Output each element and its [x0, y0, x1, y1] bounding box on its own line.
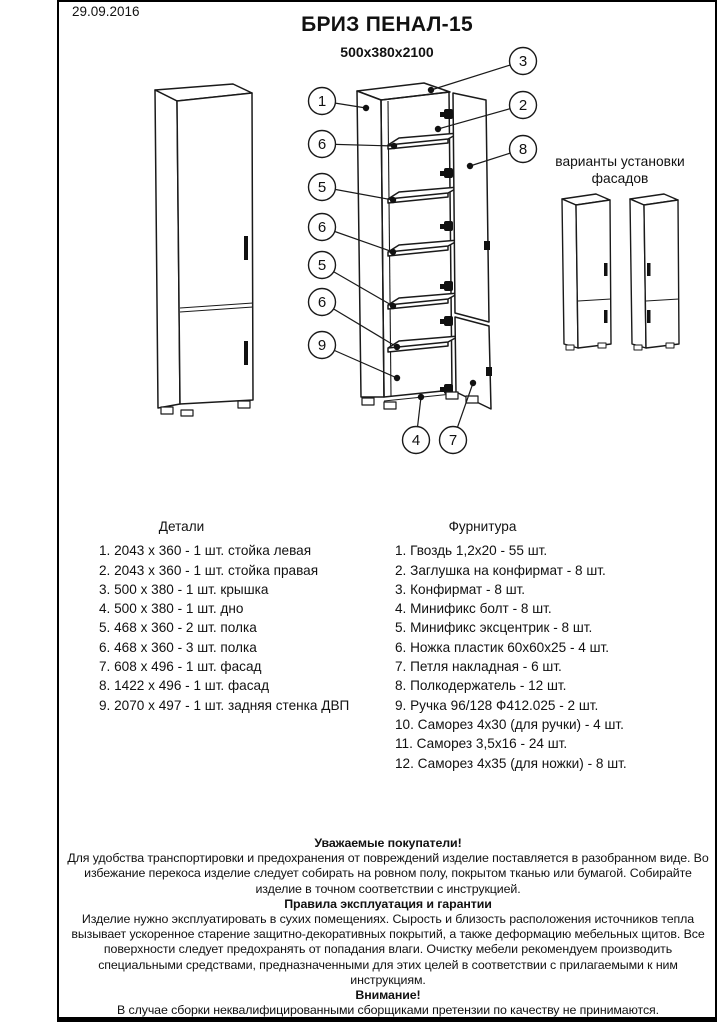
callout-bubble: [510, 136, 537, 163]
product-dimensions: 500x380x2100: [340, 44, 434, 60]
hinge-icon: [444, 316, 453, 326]
callout-bubble: [510, 48, 537, 75]
callout-bubble: [309, 174, 336, 201]
svg-text:9: 9: [317, 337, 327, 354]
cabinet-foot: [161, 407, 173, 414]
door-handle: [604, 263, 608, 276]
parts-item: 6. 468 х 360 - 3 шт. полка: [99, 639, 257, 655]
cabinet-foot: [666, 343, 674, 348]
svg-text:8: 8: [518, 141, 528, 158]
callout-bubble: [309, 88, 336, 115]
callout-bubble: [403, 427, 430, 454]
svg-text:2: 2: [518, 97, 528, 114]
callout-bubble: [309, 289, 336, 316]
hinge-icon: [444, 281, 453, 291]
facade-options-label-line1: варианты установки: [555, 154, 685, 169]
door-edge-fitting: [486, 367, 492, 376]
cabinet-foot: [566, 345, 574, 350]
hardware-item: 11. Саморез 3,5х16 - 24 шт.: [395, 736, 568, 752]
hardware-item: 5. Минификс эксцентрик - 8 шт.: [395, 620, 593, 636]
svg-text:5: 5: [317, 257, 327, 274]
notice-paragraph-care: Изделие нужно эксплуатировать в сухих помещениях. Сырость и близость расположения источников тепла вызывает ускоренное старение защитно-декоративных покрытий, а также деформацию мебельных щитов. Все поверхности следует предохранять от попадания влаги. Очистку мебели рекомендуем производить специальными средствами, предназначенными для этих целей в соответствии с прилагаемыми к ним инструкциям.: [71, 912, 705, 987]
notice-attention-title: Внимание!: [355, 988, 421, 1003]
hardware-list-heading: Фурнитура: [448, 519, 517, 534]
document-date: 29.09.2016: [72, 4, 140, 19]
callout-bubble: [309, 214, 336, 241]
hardware-item: 4. Минификс болт - 8 шт.: [395, 601, 552, 617]
cabinet-foot: [238, 401, 250, 408]
door-edge-fitting: [484, 241, 490, 250]
door-handle: [604, 310, 608, 323]
shelf: [388, 187, 459, 203]
parts-item: 3. 500 х 380 - 1 шт. крышка: [99, 581, 269, 597]
page-title: БРИЗ ПЕНАЛ-15: [301, 13, 473, 36]
hardware-item: 9. Ручка 96/128 Ф412.025 - 2 шт.: [395, 697, 599, 713]
cabinet-foot: [598, 343, 606, 348]
svg-text:4: 4: [411, 432, 421, 449]
door-handle: [244, 236, 248, 260]
facade-options-label-line2: фасадов: [591, 170, 649, 186]
svg-text:6: 6: [317, 219, 327, 236]
parts-item: 7. 608 х 496 - 1 шт. фасад: [99, 659, 262, 675]
hardware-item: 6. Ножка пластик 60х60х25 - 4 шт.: [395, 639, 609, 655]
hardware-item: 12. Саморез 4х35 (для ножки) - 8 шт.: [395, 755, 627, 771]
parts-item: 9. 2070 х 497 - 1 шт. задняя стенка ДВП: [99, 697, 350, 713]
hinge-icon: [440, 224, 444, 229]
parts-item: 4. 500 х 380 - 1 шт. дно: [99, 601, 244, 617]
svg-text:6: 6: [317, 136, 327, 153]
hardware-item: 2. Заглушка на конфирмат - 8 шт.: [395, 562, 606, 578]
callout-bubble: [309, 252, 336, 279]
facade-option-right-drawing: [630, 194, 679, 350]
shelf: [388, 293, 459, 309]
hinge-icon: [440, 171, 444, 176]
hardware-item: 8. Полкодержатель - 12 шт.: [395, 678, 567, 694]
notice-rules-title: Правила эксплуатация и гарантии: [284, 896, 492, 911]
parts-list-heading: Детали: [158, 519, 205, 534]
door-handle: [647, 310, 651, 323]
cabinet-foot: [446, 392, 458, 399]
hardware-list: [395, 517, 627, 773]
parts-item: 5. 468 х 360 - 2 шт. полка: [99, 620, 257, 636]
parts-item: 8. 1422 х 496 - 1 шт. фасад: [99, 678, 270, 694]
hinge-icon: [440, 112, 444, 117]
cabinet-front-doors: [177, 93, 253, 404]
cabinet-foot: [362, 398, 374, 405]
hinge-icon: [444, 109, 453, 119]
hinge-icon: [440, 284, 444, 289]
notice-attention-text: В случае сборки неквалифицированными сборщиками претензии по качеству не принимаются.: [117, 1003, 659, 1018]
notice-greeting-title: Уважаемые покупатели!: [314, 836, 462, 850]
lower-facade-door: [455, 317, 491, 409]
door-handle: [647, 263, 651, 276]
parts-item: 2. 2043 х 360 - 1 шт. стойка правая: [99, 562, 319, 578]
callout-bubble: [309, 131, 336, 158]
customer-notice: [63, 836, 713, 1018]
cabinet-left-side-panel: [155, 90, 180, 408]
facade-options-label: [537, 154, 703, 187]
upper-facade-door: [453, 93, 489, 322]
hardware-item: 10. Саморез 4х30 (для ручки) - 4 шт.: [395, 716, 624, 732]
callout-bubble: [510, 92, 537, 119]
cabinet-foot: [181, 410, 193, 416]
callout-bubble: [309, 332, 336, 359]
svg-text:3: 3: [518, 53, 528, 70]
hinge-icon: [440, 387, 444, 392]
hardware-item: 1. Гвоздь 1,2х20 - 55 шт.: [395, 543, 548, 559]
facade-option-left-drawing: [562, 194, 611, 350]
hinge-icon: [440, 319, 444, 324]
shelf: [388, 133, 459, 149]
door-handle: [244, 341, 248, 365]
svg-text:5: 5: [317, 179, 327, 196]
svg-text:6: 6: [317, 294, 327, 311]
parts-list: [99, 517, 349, 715]
hinge-icon: [444, 168, 453, 178]
hardware-item: 7. Петля накладная - 6 шт.: [395, 659, 562, 675]
hardware-item: 3. Конфирмат - 8 шт.: [395, 581, 526, 597]
callout-bubble: [440, 427, 467, 454]
svg-text:7: 7: [448, 432, 458, 449]
parts-item: 1. 2043 х 360 - 1 шт. стойка левая: [99, 543, 312, 559]
cabinet-foot: [634, 345, 642, 350]
svg-text:1: 1: [317, 93, 327, 110]
shelf: [388, 240, 459, 256]
assembled-cabinet-drawing: [155, 84, 253, 416]
cabinet-foot: [384, 402, 396, 409]
notice-paragraph-transport: Для удобства транспортировки и предохранения от повреждений изделие поставляется в разобранном виде. Во избежание перекоса изделие следует собирать на ровном полу, покрытом тканью или бумагой. Собирайте изделие в точном соответствии с инструкцией.: [67, 851, 709, 896]
hinge-icon: [444, 221, 453, 231]
